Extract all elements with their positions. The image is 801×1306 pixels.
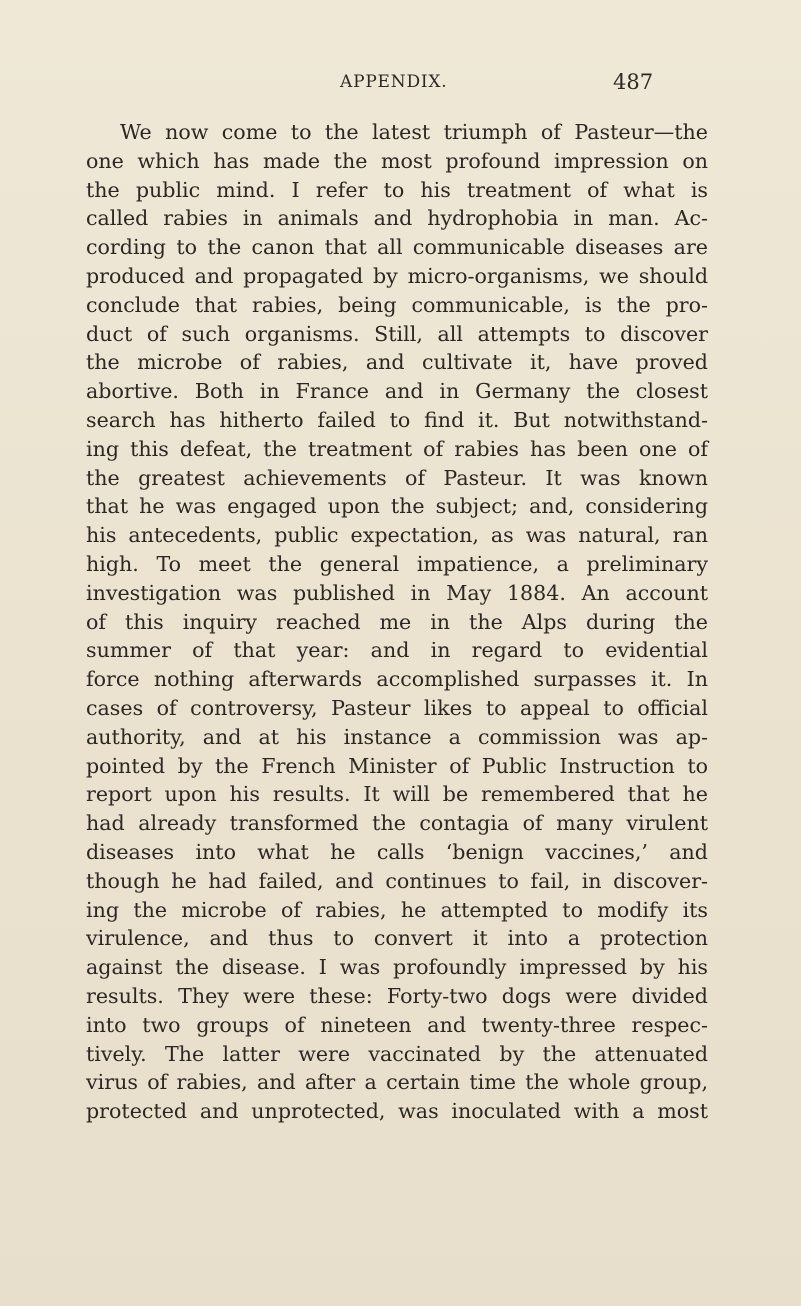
- text-line: the greatest achievements of Pasteur. It was known: [86, 465, 708, 490]
- text-line: had already transformed the contagia of many virulent: [86, 811, 708, 836]
- text-line: into two groups of nineteen and twenty-three respec-: [86, 1012, 708, 1037]
- text-line: virus of rabies, and after a certain time the whole group,: [86, 1070, 708, 1095]
- text-line: tively. The latter were vaccinated by the attenuated: [86, 1041, 708, 1066]
- text-line: diseases into what he calls ‘benign vaccines,’ and: [86, 839, 708, 864]
- text-line: authority, and at his instance a commission was ap-: [86, 724, 708, 749]
- text-line: though he had failed, and continues to fail, in discover-: [86, 868, 708, 893]
- page-number: 487: [613, 70, 654, 94]
- text-line: duct of such organisms. Still, all attempts to discover: [86, 321, 708, 346]
- text-line: conclude that rabies, being communicable, is the pro-: [86, 292, 708, 317]
- text-line: the public mind. I refer to his treatment of what is: [86, 177, 708, 202]
- text-line: We now come to the latest triumph of Pasteur—the: [120, 120, 708, 144]
- text-line: report upon his results. It will be remembered that he: [86, 782, 708, 807]
- body-paragraph: [86, 118, 708, 1126]
- running-head: [0, 70, 801, 100]
- text-line: produced and propagated by micro-organisms, we should: [86, 263, 708, 288]
- text-line: results. They were these: Forty-two dogs were divided: [86, 983, 708, 1008]
- text-line: that he was engaged upon the subject; and, considering: [86, 494, 708, 519]
- text-line: high. To meet the general impatience, a preliminary: [86, 551, 708, 576]
- text-line: force nothing afterwards accomplished surpasses it. In: [86, 667, 708, 692]
- text-line: summer of that year: and in regard to evidential: [86, 638, 708, 663]
- text-line: one which has made the most profound impression on: [86, 148, 708, 173]
- text-line: ing this defeat, the treatment of rabies has been one of: [86, 436, 708, 461]
- text-line: investigation was published in May 1884. An account: [86, 580, 708, 605]
- text-line: cases of controversy, Pasteur likes to appeal to official: [86, 695, 708, 720]
- text-line: ing the microbe of rabies, he attempted to modify its: [86, 897, 708, 922]
- text-line: called rabies in animals and hydrophobia in man. Ac-: [86, 206, 708, 231]
- text-line: against the disease. I was profoundly impressed by his: [86, 955, 708, 980]
- text-line: cording to the canon that all communicable diseases are: [86, 235, 708, 260]
- text-line: of this inquiry reached me in the Alps during the: [86, 609, 708, 634]
- text-line: search has hitherto failed to find it. But notwithstand-: [86, 407, 708, 432]
- text-line: abortive. Both in France and in Germany the closest: [86, 379, 708, 404]
- text-line: virulence, and thus to convert it into a protection: [86, 926, 708, 951]
- text-line: pointed by the French Minister of Public Instruction to: [86, 753, 708, 778]
- text-line: the microbe of rabies, and cultivate it, have proved: [86, 350, 708, 375]
- running-head-title: APPENDIX.: [340, 72, 448, 92]
- text-line: his antecedents, public expectation, as was natural, ran: [86, 523, 708, 548]
- text-line: protected and unprotected, was inoculated with a most: [86, 1099, 708, 1124]
